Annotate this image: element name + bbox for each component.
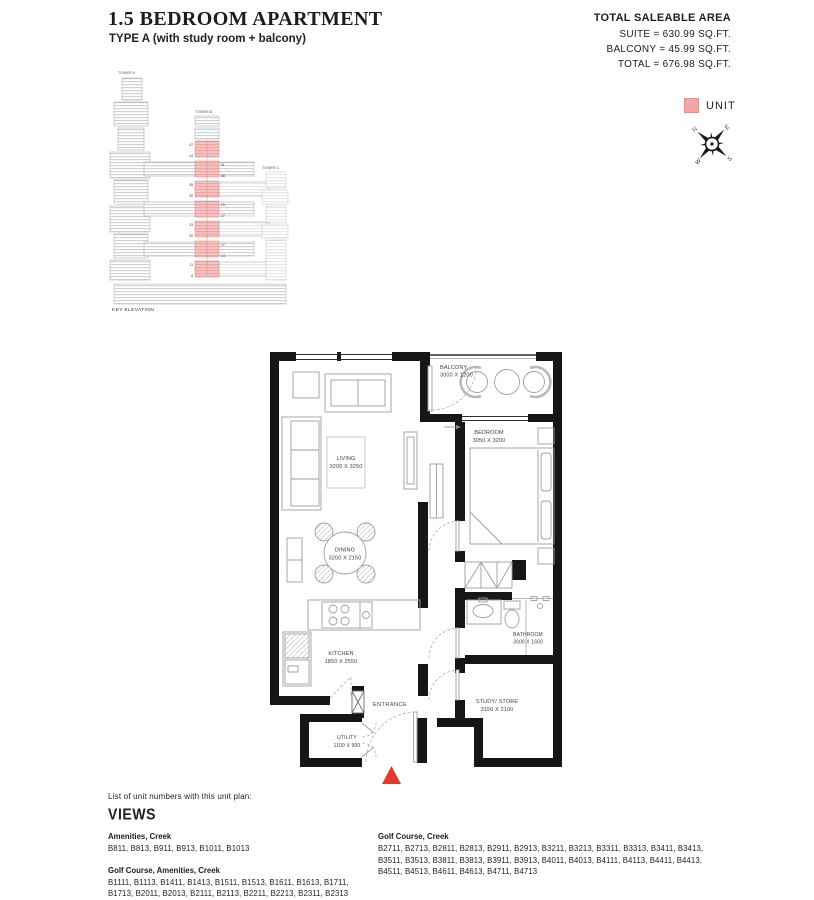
views-heading: VIEWS — [108, 805, 157, 823]
compass-point-e: E — [724, 124, 732, 132]
unit-list-intro: List of unit numbers with this unit plan: — [108, 792, 252, 801]
view-group-title: Amenities, Creek — [108, 832, 172, 841]
view-group-units: B2711, B2713, B2811, B2813, B2911, B2913, B3211, B3213, B3311, B3313, B3411, B3413, B3511, B3513, B3811, B3813, B3911, B3913, B4011, B4013, B4111, B4113, B4411, B4413, B4511, B4513, B4611, B4613, B4711, B4713 — [378, 844, 704, 876]
tower-a-label: TOWER A — [118, 71, 135, 75]
view-group-units: B1111, B1113, B1411, B1413, B1511, B1513, B1611, B1613, B1711, B1713, B2011, B2013, B2111, B2113, B2211, B2213, B2311, B2313 — [108, 877, 349, 898]
room-label-bathroom: BATHROOM — [513, 632, 543, 638]
room-label-utility: UTILITY — [337, 735, 357, 741]
view-group-units: B811, B813, B911, B913, B1011, B1013 — [108, 844, 250, 853]
floor-number: 20 — [189, 234, 193, 238]
view-group — [108, 832, 370, 855]
floor-number: 32 — [189, 194, 193, 198]
room-dims-kitchen: 1850 X 2550 — [324, 659, 358, 665]
room-dims-balcony: 3000 X 1200 — [440, 372, 473, 379]
room-label-dining: DINING — [334, 547, 356, 554]
unit-list-left-column — [108, 832, 370, 900]
unit-swatch-icon — [684, 98, 699, 113]
room-dims-study: 3150 X 2100 — [480, 707, 514, 713]
tower-c-label: TOWER C — [262, 166, 280, 170]
plan-walls — [270, 352, 562, 767]
view-group — [378, 832, 726, 878]
room-label-living: LIVING — [336, 456, 356, 462]
compass-icon — [686, 118, 738, 170]
floor-number: 11 — [189, 263, 193, 267]
saleable-area-heading: TOTAL SALEABLE AREA — [593, 12, 731, 24]
total-area: TOTAL = 676.98 SQ.FT. — [617, 59, 731, 70]
tower-b-top — [195, 116, 219, 139]
room-dims-bathroom: 3000 X 1600 — [512, 639, 544, 646]
tower-wings — [144, 162, 269, 276]
floor-number: 29 — [221, 203, 225, 207]
unit-legend-label: UNIT — [706, 99, 736, 112]
room-dims-living: 3200 X 3250 — [329, 464, 363, 470]
room-label-bedroom: BEDROOM — [474, 430, 504, 436]
key-elevation-caption: KEY ELEVATION — [112, 308, 155, 313]
tower-b-label: TOWER B — [195, 110, 213, 114]
floor-number: 8 — [191, 274, 193, 278]
room-label-kitchen: KITCHEN — [328, 651, 354, 657]
key-elevation-diagram — [104, 66, 304, 314]
page-subtitle: TYPE A (with study room + balcony) — [109, 33, 306, 45]
floor-number: 23 — [189, 223, 193, 227]
unit-legend — [684, 98, 736, 113]
room-label-balcony: BALCONY — [440, 365, 468, 371]
room-label-entrance: ENTRANCE — [372, 702, 408, 708]
room-label-study: STUDY/ STORE — [475, 699, 519, 705]
floor-number: 38 — [221, 174, 225, 178]
compass-point-w: W — [694, 158, 703, 167]
windows — [296, 355, 536, 421]
room-dims-utility: 1100 X 900 — [333, 743, 361, 749]
suite-area: SUITE = 630.99 SQ.FT. — [619, 29, 731, 40]
floor-number: 44 — [189, 154, 193, 158]
entrance-marker — [382, 766, 401, 784]
saleable-area-block — [594, 12, 731, 72]
tower-c-blocks — [262, 172, 288, 280]
podium-block — [114, 284, 286, 304]
view-group-title: Golf Course, Amenities, Creek — [108, 865, 220, 875]
floor-number: 47 — [189, 143, 193, 147]
page-title: 1.5 BEDROOM APARTMENT — [108, 8, 383, 30]
floor-number: 35 — [189, 183, 193, 187]
compass-point-n: N — [690, 125, 700, 134]
view-group-title: Golf Course, Creek — [378, 832, 449, 841]
floor-number: 17 — [221, 243, 225, 247]
floor-plan — [266, 346, 576, 792]
floor-number: 41 — [221, 163, 225, 167]
compass-point-s: S — [726, 155, 734, 163]
floor-number: 27 — [221, 214, 225, 218]
room-dims-dining: 3200 X 2150 — [328, 555, 362, 562]
view-group — [108, 866, 370, 900]
highlighted-unit-bands — [195, 141, 219, 277]
balcony-area: BALCONY = 45.99 SQ.FT. — [606, 44, 731, 55]
room-dims-bedroom: 3050 X 3200 — [472, 438, 506, 444]
floor-number: 14 — [221, 254, 225, 258]
unit-list-right-column — [378, 832, 726, 889]
